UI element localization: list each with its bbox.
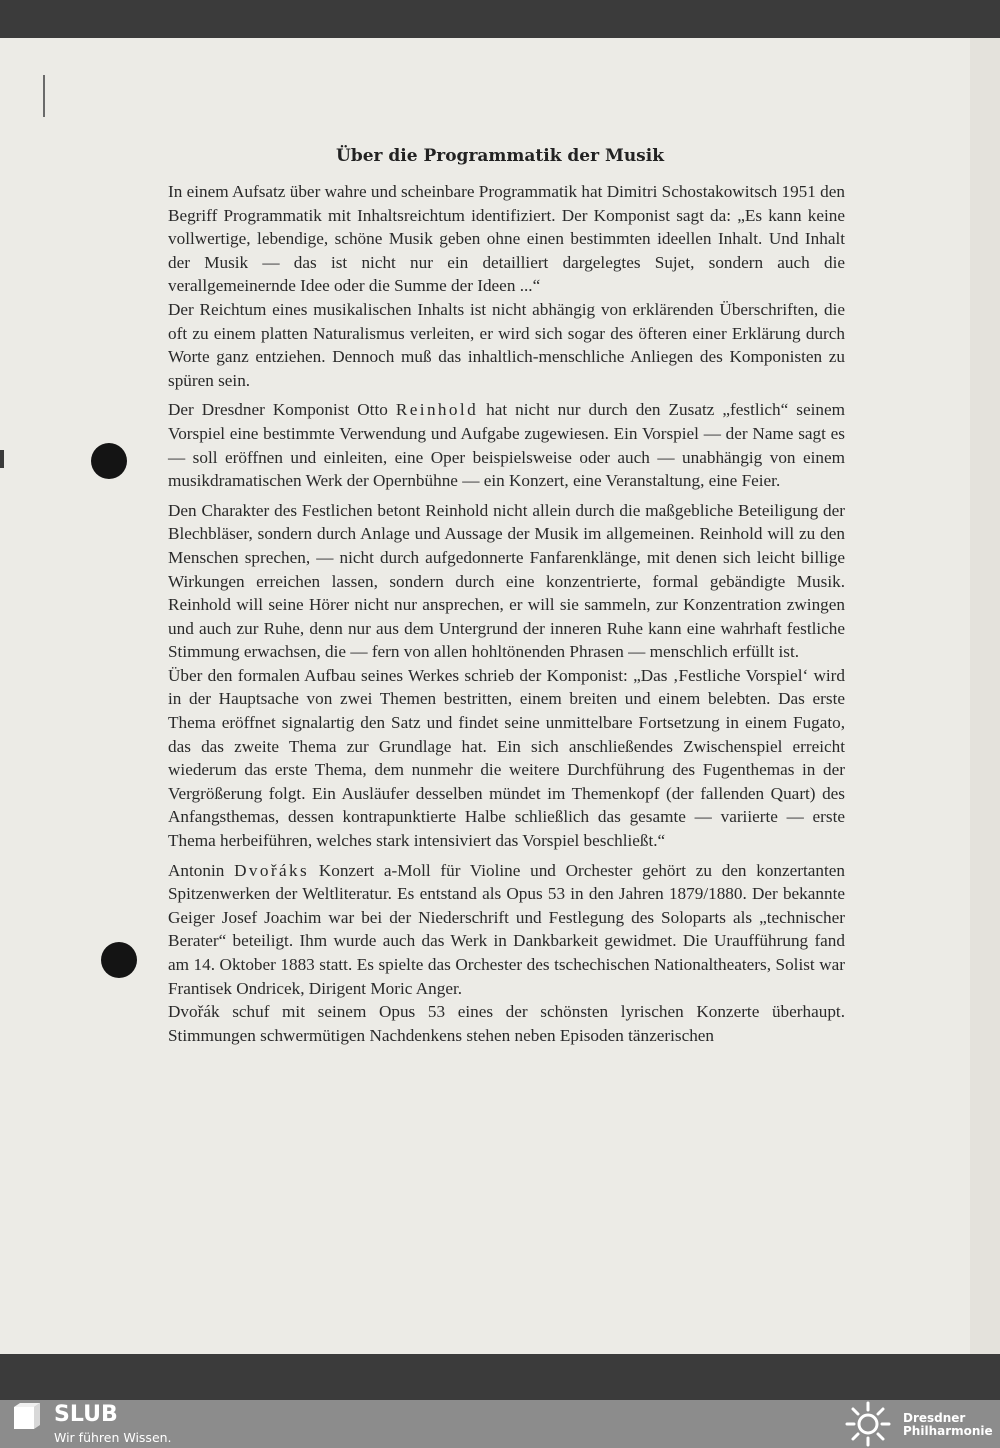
top-scan-border bbox=[0, 0, 1000, 38]
philharmonie-name: Dresdner bbox=[903, 1411, 966, 1425]
margin-mark bbox=[43, 75, 45, 117]
philharmonie-logo-icon bbox=[842, 1401, 894, 1447]
paragraph: Dvořák schuf mit seinem Opus 53 eines der schönsten lyrischen Konzerte überhaupt. Stimmungen schwermütigen Nachdenkens stehen neben Episoden tänzerischen bbox=[168, 1002, 845, 1045]
paragraph-text: Antonin bbox=[168, 860, 235, 880]
spaced-name: Dvořáks bbox=[234, 860, 310, 880]
punch-hole bbox=[91, 443, 127, 479]
slub-logo-icon bbox=[14, 1403, 40, 1429]
paragraph: Den Charakter des Festlichen betont Reinhold nicht allein durch die maßgebliche Beteiligung der Blechbläser, sondern durch Anlage und Aussage der Musik im allgemeinen. Reinhold will zu den Menschen sprechen, — nicht durch aufgedonnerte Fanfarenklänge, mit denen sich leicht billige Wirkungen erreichen lassen, sondern durch eine konzentrierte, formal gebändigte Musik. Reinhold will seine Hörer nicht nur ansprechen, er will sie sammeln, zur Konzentration zwingen und auch zur Ruhe, denn nur aus dem Untergrund der inneren Ruhe kann eine wahrhaft festliche Stimmung erwachsen, die — fern von allen hohltönenden Phrasen — menschlich erfüllt ist. bbox=[168, 500, 845, 662]
philharmonie-name: Philharmonie bbox=[903, 1424, 993, 1438]
slub-name: SLUB bbox=[54, 1402, 118, 1427]
bottom-scan-border bbox=[0, 1354, 1000, 1400]
page-title: Über die Programmatik der Musik bbox=[336, 146, 664, 166]
paragraph bbox=[168, 859, 845, 1001]
punch-hole bbox=[101, 942, 137, 978]
paragraph-text: hat nicht nur durch den Zusatz „festlich“ seinem Vorspiel eine bestimmte Verwendung und Aufgabe zugewiesen. Ein Vorspiel — der Name sagt es — soll eröffnen und einleiten, eine Oper beispielsweise oder auch — unabhängig von einem musikdramatischen Werk der Opernbühne — ein Konzert, eine Veranstaltung, eine Feier. bbox=[168, 400, 845, 491]
slub-tagline: Wir führen Wissen. bbox=[54, 1430, 172, 1445]
edge-notch bbox=[0, 450, 4, 468]
paragraph-text: Der Dresdner Komponist Otto bbox=[168, 400, 396, 420]
body-text bbox=[168, 180, 845, 1047]
spaced-name: Reinhold bbox=[395, 400, 479, 420]
page-edge bbox=[970, 38, 1000, 1354]
paragraph bbox=[168, 398, 845, 492]
paragraph: Über den formalen Aufbau seines Werkes schrieb der Komponist: „Das ‚Festliche Vorspiel‘ wird in der Hauptsache von zwei Themen bestritten, einem breiten und einem belebten. Das erste Thema eröffnet signalartig den Satz und findet seine unmittelbare Fortsetzung in einem Fugato, das das zweite Thema zur Grundlage hat. Ein sich anschließendes Zwischenspiel erreicht wiederum das erste Thema, dem nunmehr die weitere Durchführung des Fugenthemas in der Vergrößerung folgt. Ein Ausläufer desselben mündet im Themenkopf (der fallenden Quart) des Anfangsthemas, dessen kontrapunktierte Halbe schließlich das gesamte — variierte — erste Thema herbeiführen, welches stark intensiviert das Vorspiel beschließt.“ bbox=[168, 665, 845, 851]
paragraph-text: Konzert a-Moll für Violine und Orchester gehört zu den konzertanten Spitzenwerken der Weltliteratur. Es entstand als Opus 53 in den Jahren 1879/1880. Der bekannte Geiger Josef Joachim war bei der Niederschrift und Festlegung des Soloparts als „technischer Berater“ beteiligt. Ihm wurde auch das Werk in Dankbarkeit gewidmet. Die Uraufführung fand am 14. Oktober 1883 statt. Es spielte das Orchester des tschechischen Nationaltheaters, Solist war Frantisek Ondricek, Dirigent Moric Anger. bbox=[168, 860, 845, 998]
paragraph: In einem Aufsatz über wahre und scheinbare Programmatik hat Dimitri Schostakowitsch 1951 den Begriff Programmatik mit Inhaltsreichtum identifiziert. Der Komponist sagt da: „Es kann keine vollwertige, lebendige, schöne Musik geben ohne einen bestimmten ideellen Inhalt. Und Inhalt der Musik — das ist nicht nur ein detailliert dargelegtes Sujet, sondern auch die verallgemeinernde Idee oder die Summe der Ideen ...“ bbox=[168, 182, 845, 296]
paragraph: Der Reichtum eines musikalischen Inhalts ist nicht abhängig von erklärenden Überschriften, die oft zu einem platten Naturalismus verleiten, er wird sich sogar des öfteren einer Erklärung durch Worte ganz entziehen. Dennoch muß das inhaltlich-menschliche Anliegen des Komponisten zu spüren sein. bbox=[168, 299, 845, 390]
